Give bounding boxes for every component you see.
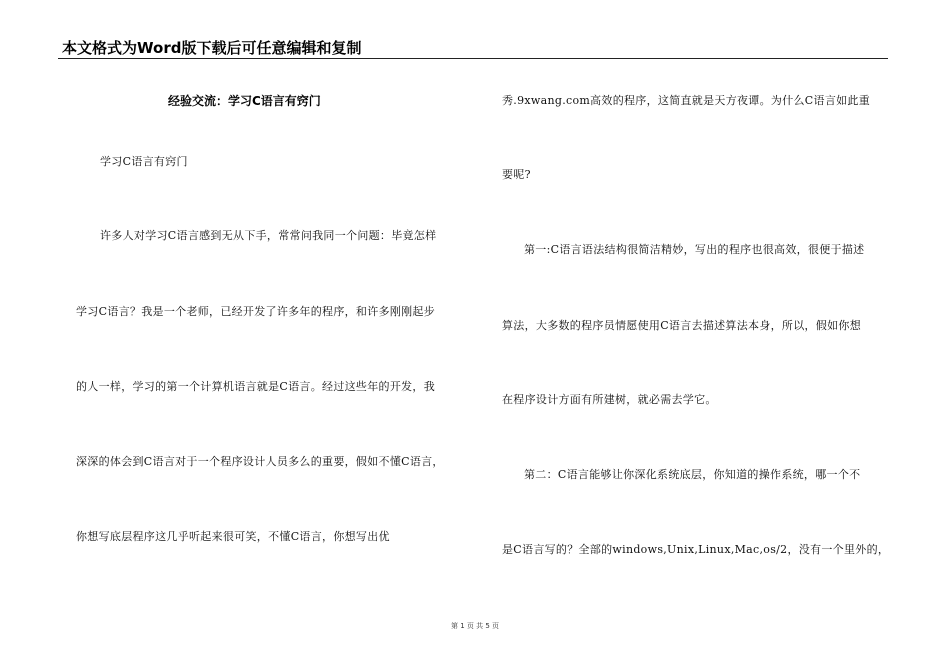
header-divider <box>58 58 888 59</box>
paragraph-line: 深深的体会到C语言对于一个程序设计人员多么的重要，假如不懂C语言， <box>76 455 444 468</box>
paragraph-line: 在程序设计方面有所建树，就必需去学它。 <box>502 393 717 406</box>
paragraph-line: 学习C语言？我是一个老师，已经开发了许多年的程序，和许多刚刚起步 <box>76 305 436 318</box>
page-header-title: 本文格式为Word版下载后可任意编辑和复制 <box>62 39 362 57</box>
paragraph-line: 许多人对学习C语言感到无从下手，常常问我同一个问题：毕竟怎样 <box>100 229 437 242</box>
paragraph-line: 学习C语言有窍门 <box>100 155 188 168</box>
paragraph-line: 要呢? <box>502 168 531 181</box>
paragraph-line: 算法，大多数的程序员情愿使用C语言去描述算法本身，所以，假如你想 <box>502 319 862 332</box>
document-title: 经验交流：学习C语言有窍门 <box>168 94 321 108</box>
paragraph-line: 的人一样，学习的第一个计算机语言就是C语言。经过这些年的开发，我 <box>76 380 436 393</box>
paragraph-line: 第一:C语言语法结构很简洁精妙，写出的程序也很高效，很便于描述 <box>524 243 865 256</box>
paragraph-line: 秀.9xwang.com高效的程序，这简直就是天方夜谭。为什么C语言如此重 <box>502 94 871 107</box>
paragraph-line: 你想写底层程序这几乎听起来很可笑，不懂C语言，你想写出优 <box>76 530 390 543</box>
page-number-footer: 第 1 页 共 5 页 <box>450 622 500 630</box>
paragraph-line: 是C语言写的？全部的windows,Unix,Linux,Mac,os/2，没有一个里外的， <box>502 543 890 556</box>
paragraph-line: 第二：C语言能够让你深化系统底层，你知道的操作系统，哪一个不 <box>524 468 861 481</box>
